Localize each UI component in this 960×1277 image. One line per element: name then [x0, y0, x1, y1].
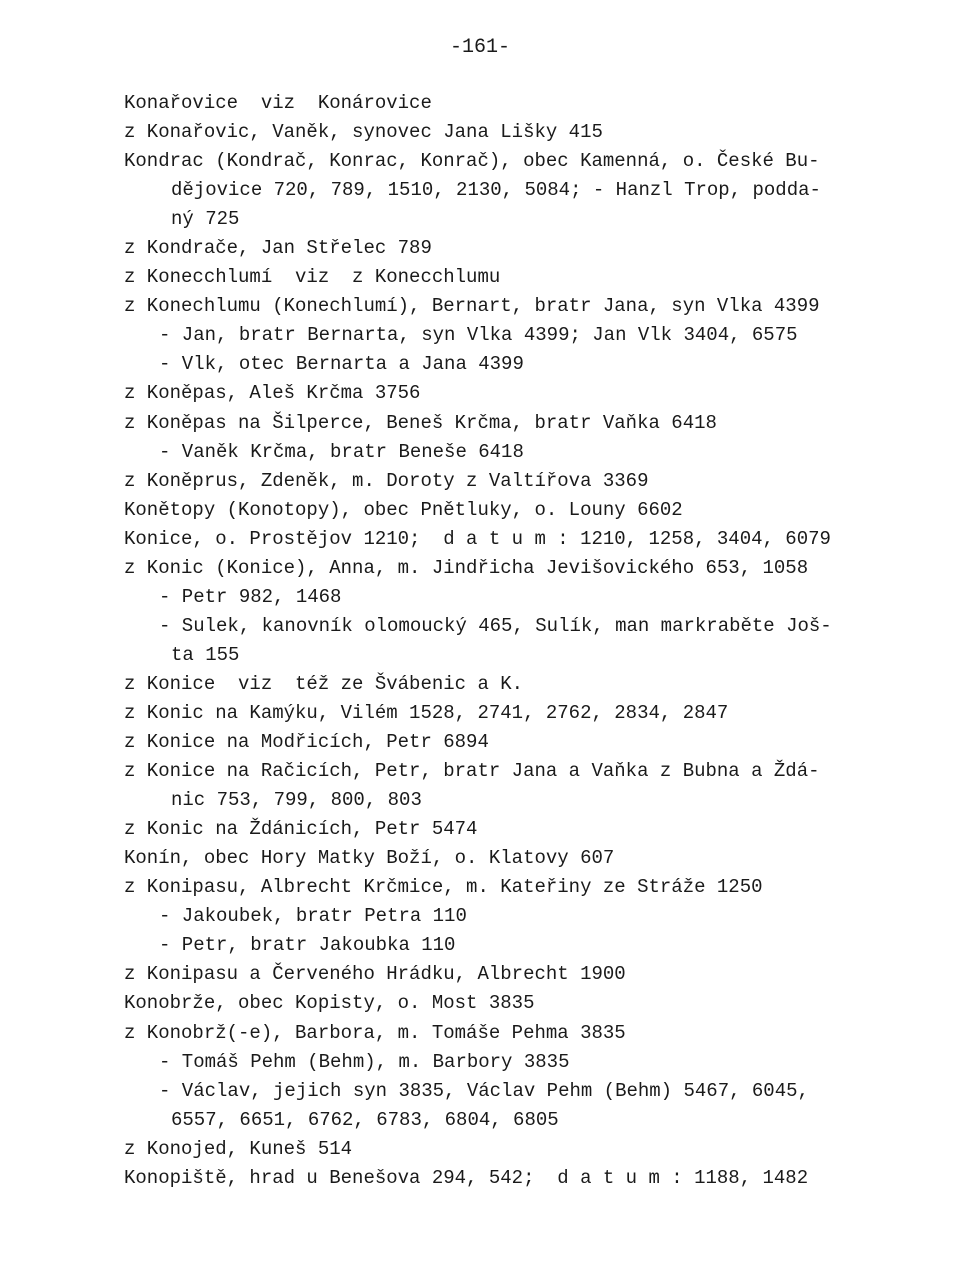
index-entry-continuation: dějovice 720, 789, 1510, 2130, 5084; - Hanzl Trop, podda- — [171, 179, 821, 202]
page-number: -161- — [449, 36, 510, 59]
index-subentry: - Petr, bratr Jakoubka 110 — [159, 934, 456, 957]
index-entry-continuation: ný 725 — [171, 208, 240, 231]
index-entry: z Konecchlumí viz z Konecchlumu — [124, 266, 501, 289]
index-subentry: - Jan, bratr Bernarta, syn Vlka 4399; Jan Vlk 3404, 6575 — [159, 324, 798, 347]
index-entry-continuation: nic 753, 799, 800, 803 — [171, 789, 422, 812]
index-entry: Konobrže, obec Kopisty, o. Most 3835 — [124, 992, 535, 1015]
index-entry-continuation: ta 155 — [171, 643, 240, 666]
index-entry: z Konice na Modřicích, Petr 6894 — [124, 731, 489, 754]
index-entry: z Kondrače, Jan Střelec 789 — [124, 237, 432, 260]
index-entry: z Konojed, Kuneš 514 — [124, 1137, 353, 1160]
index-entry: z Konipasu, Albrecht Krčmice, m. Kateřiny ze Stráže 1250 — [124, 876, 763, 899]
index-entry: z Koněpas, Aleš Krčma 3756 — [124, 382, 421, 405]
index-subentry: - Sulek, kanovník olomoucký 465, Sulík, man markraběte Još- — [159, 614, 832, 637]
index-entry: z Konipasu a Červeného Hrádku, Albrecht 1900 — [124, 963, 626, 986]
index-entry: z Koněpas na Šilperce, Beneš Krčma, bratr Vaňka 6418 — [124, 411, 717, 434]
index-subentry: - Vlk, otec Bernarta a Jana 4399 — [159, 353, 524, 376]
index-entry: z Konice na Račicích, Petr, bratr Jana a Vaňka z Bubna a Ždá- — [124, 760, 820, 783]
index-entry: Konice, o. Prostějov 1210; d a t u m : 1210, 1258, 3404, 6079 — [124, 527, 831, 550]
index-entry: z Konice viz též ze Švábenic a K. — [124, 672, 524, 695]
index-entry: z Konechlumu (Konechlumí), Bernart, bratr Jana, syn Vlka 4399 — [124, 295, 820, 318]
index-entry: z Konařovic, Vaněk, synovec Jana Lišky 415 — [124, 121, 603, 144]
index-entry: Konopiště, hrad u Benešova 294, 542; d a t u m : 1188, 1482 — [124, 1166, 809, 1189]
index-entry: z Konic na Ždánicích, Petr 5474 — [124, 818, 478, 841]
index-entry: Konětopy (Konotopy), obec Pnětluky, o. Louny 6602 — [124, 498, 683, 521]
index-subentry: - Petr 982, 1468 — [159, 585, 342, 608]
index-entry: z Konobrž(-e), Barbora, m. Tomáše Pehma 3835 — [124, 1021, 626, 1044]
index-entry: z Konic (Konice), Anna, m. Jindřicha Jevišovického 653, 1058 — [124, 556, 809, 579]
index-subentry: - Václav, jejich syn 3835, Václav Pehm (Behm) 5467, 6045, — [159, 1079, 809, 1102]
index-entry: Konařovice viz Konárovice — [124, 92, 432, 114]
index-subentry: - Tomáš Pehm (Behm), m. Barbory 3835 — [159, 1050, 570, 1073]
index-entries — [124, 89, 864, 1193]
index-entry-continuation: 6557, 6651, 6762, 6783, 6804, 6805 — [171, 1108, 559, 1131]
index-subentry: - Vaněk Krčma, bratr Beneše 6418 — [159, 440, 524, 463]
index-entry: z Koněprus, Zdeněk, m. Doroty z Valtířova 3369 — [124, 469, 649, 492]
index-entry: z Konic na Kamýku, Vilém 1528, 2741, 2762, 2834, 2847 — [124, 701, 729, 724]
index-subentry: - Jakoubek, bratr Petra 110 — [159, 905, 467, 928]
index-entry: Konín, obec Hory Matky Boží, o. Klatovy 607 — [124, 847, 615, 870]
index-entry: Kondrac (Kondrač, Konrac, Konrač), obec Kamenná, o. České Bu- — [124, 150, 820, 173]
